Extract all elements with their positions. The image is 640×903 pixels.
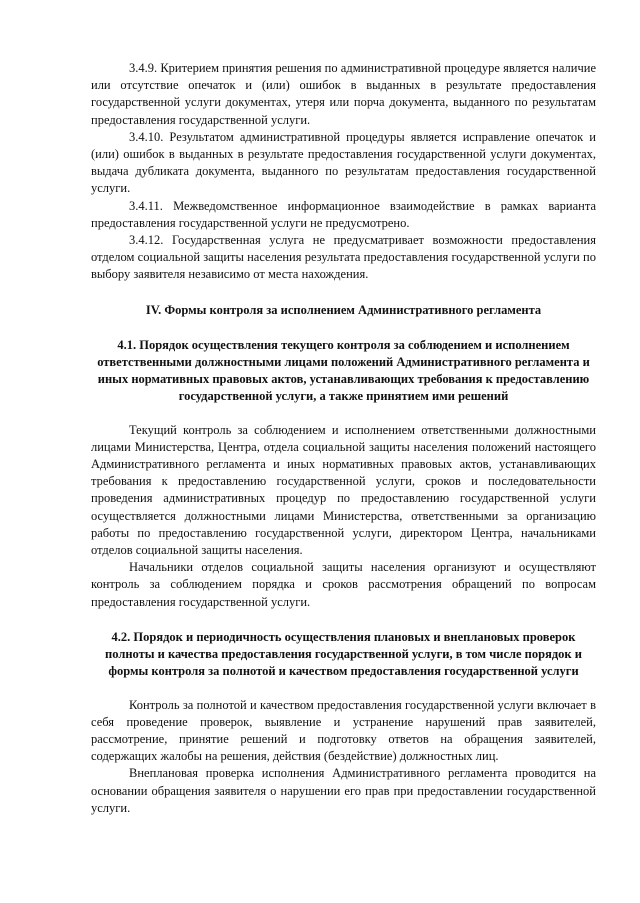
document-page xyxy=(91,60,596,817)
subsection-4-1-paragraph: Текущий контроль за соблюдением и исполнением ответственными должностными лицами Министерства, Центра, отдела социальной защиты населения положений настоящего Административного регламента и иных нормативных правовых актов, устанавливающих требования к предоставлению государственной услуги, сроков и последовательности проведения административных процедур по предоставлению государственной услуги осуществляется должностными лицами Министерства, ответственными за организацию работы по предоставлению государственной услуги, директором Центра, начальниками отделов социальной защиты населения. xyxy=(91,422,596,558)
paragraph-3-4-10: 3.4.10. Результатом административной процедуры является исправление опечаток и (или) ошибок в выданных в результате предоставления государственной услуги документах, выдача дубликата документа, выданного по результатам предоставления государственной услуги. xyxy=(91,129,596,196)
section-title: IV. Формы контроля за исполнением Административного регламента xyxy=(145,302,542,317)
subsection-4-1-title: 4.1. Порядок осуществления текущего контроля за соблюдением и исполнением ответственными должностными лицами положений Административного регламента и иных нормативных правовых актов, устанавливающих требования к предоставлению государственной услуги, а также принятием ими решений xyxy=(97,337,590,404)
subsection-4-1-paragraph: Начальники отделов социальной защиты населения организуют и осуществляют контроль за соблюдением порядка и сроков рассмотрения обращений по вопросам предоставления государственной услуги. xyxy=(91,560,596,609)
paragraph-3-4-9: 3.4.9. Критерием принятия решения по административной процедуре является наличие или отсутствие опечаток и (или) ошибок в выданных в результате предоставления государственной услуги документах, утеря или порча документа, выданного по результатам предоставления государственной услуги. xyxy=(91,61,596,127)
paragraph-3-4-12: 3.4.12. Государственная услуга не предусматривает возможности предоставления отделом социальной защиты населения результата предоставления государственной услуги по выбору заявителя независимо от места нахождения. xyxy=(91,233,596,282)
subsection-4-2-title: 4.2. Порядок и периодичность осуществления плановых и внеплановых проверок полноты и качества предоставления государственной услуги, в том числе порядок и формы контроля за полнотой и качеством предоставления государственной услуги xyxy=(105,629,582,679)
subsection-4-2-paragraph: Контроль за полнотой и качеством предоставления государственной услуги включает в себя проведение проверок, выявление и устранение нарушений прав заявителей, рассмотрение, принятие решений и подготовку ответов на обращения заявителей, содержащих жалобы на решения, действия (бездействие) должностных лиц. xyxy=(91,697,596,764)
subsection-4-2-paragraph: Внеплановая проверка исполнения Административного регламента проводится на основании обращения заявителя о нарушении его прав при предоставлении государственной услуги. xyxy=(91,766,596,815)
paragraph-3-4-11: 3.4.11. Межведомственное информационное взаимодействие в рамках варианта предоставления государственной услуги не предусмотрено. xyxy=(91,198,596,230)
